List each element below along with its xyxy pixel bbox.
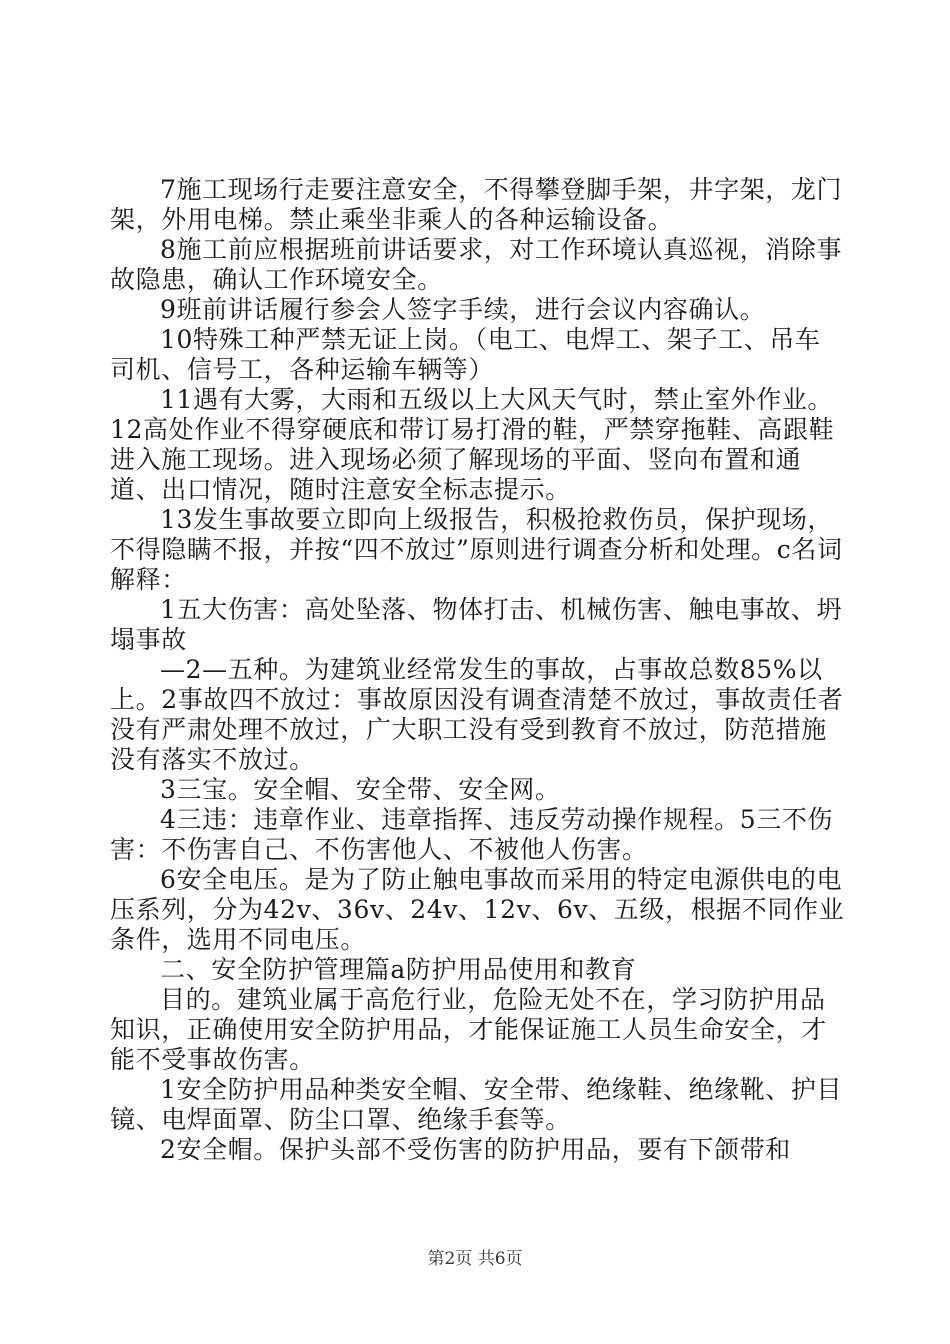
- paragraph-term-6: 6安全电压。是为了防止触电事故而采用的特定电源供电的电压系列，分为42v、36v、24v、12v、6v、五级，根据不同作业条件，选用不同电压。: [110, 865, 845, 954]
- paragraph-9: 9班前讲话履行参会人签字手续，进行会议内容确认。: [160, 295, 766, 324]
- paragraph-13: 13发生事故要立即向上级报告，积极抢救伤员，保护现场，不得隐瞒不报，并按“四不放过”原则进行调查分析和处理。c名词解释：: [110, 505, 843, 594]
- page-footer: 第2页 共6页: [427, 1249, 523, 1269]
- paragraph-purpose: 目的。建筑业属于高危行业，危险无处不在，学习防护用品知识，正确使用安全防护用品，才能保证施工人员生命安全，才能不受事故伤害。: [110, 985, 827, 1074]
- paragraph-helmet: 2安全帽。保护头部不受伤害的防护用品，要有下颌带和: [160, 1135, 791, 1164]
- paragraph-term-4: 4三违：违章作业、违章指挥、违反劳动操作规程。5三不伤害：不伤害自己、不伤害他人、不被他人伤害。: [110, 805, 834, 864]
- paragraph-10: 10特殊工种严禁无证上岗。（电工、电焊工、架子工、吊车司机、信号工，各种运输车辆等）: [110, 325, 821, 384]
- paragraph-11: 11遇有大雾，大雨和五级以上大风天气时，禁止室外作业。: [160, 385, 834, 414]
- paragraph-ppe-types: 1安全防护用品种类安全帽、安全带、绝缘鞋、绝缘靴、护目镜、电焊面罩、防尘口罩、绝缘手套等。: [110, 1075, 843, 1134]
- paragraph-term-2: —2—五种。为建筑业经常发生的事故，占事故总数85%以上。2事故四不放过：事故原因没有调查清楚不放过，事故责任者没有严肃处理不放过，广大职工没有受到教育不放过，防范措施没有落实不放过。: [110, 655, 844, 774]
- paragraph-term-1: 1五大伤害：高处坠落、物体打击、机械伤害、触电事故、坍塌事故: [110, 595, 843, 654]
- document-body: [110, 175, 845, 1165]
- paragraph-8: 8施工前应根据班前讲话要求，对工作环境认真巡视，消除事故隐患，确认工作环境安全。: [110, 235, 843, 294]
- section-heading: 二、安全防护管理篇a防护用品使用和教育: [160, 955, 637, 984]
- paragraph-12: 12高处作业不得穿硬底和带订易打滑的鞋，严禁穿拖鞋、高跟鞋进入施工现场。进入现场必须了解现场的平面、竖向布置和通道、出口情况，随时注意安全标志提示。: [110, 415, 835, 504]
- paragraph-term-3: 3三宝。安全帽、安全带、安全网。: [160, 775, 561, 804]
- paragraph-7: 7施工现场行走要注意安全，不得攀登脚手架，井字架，龙门架，外用电梯。禁止乘坐非乘人的各种运输设备。: [110, 175, 843, 234]
